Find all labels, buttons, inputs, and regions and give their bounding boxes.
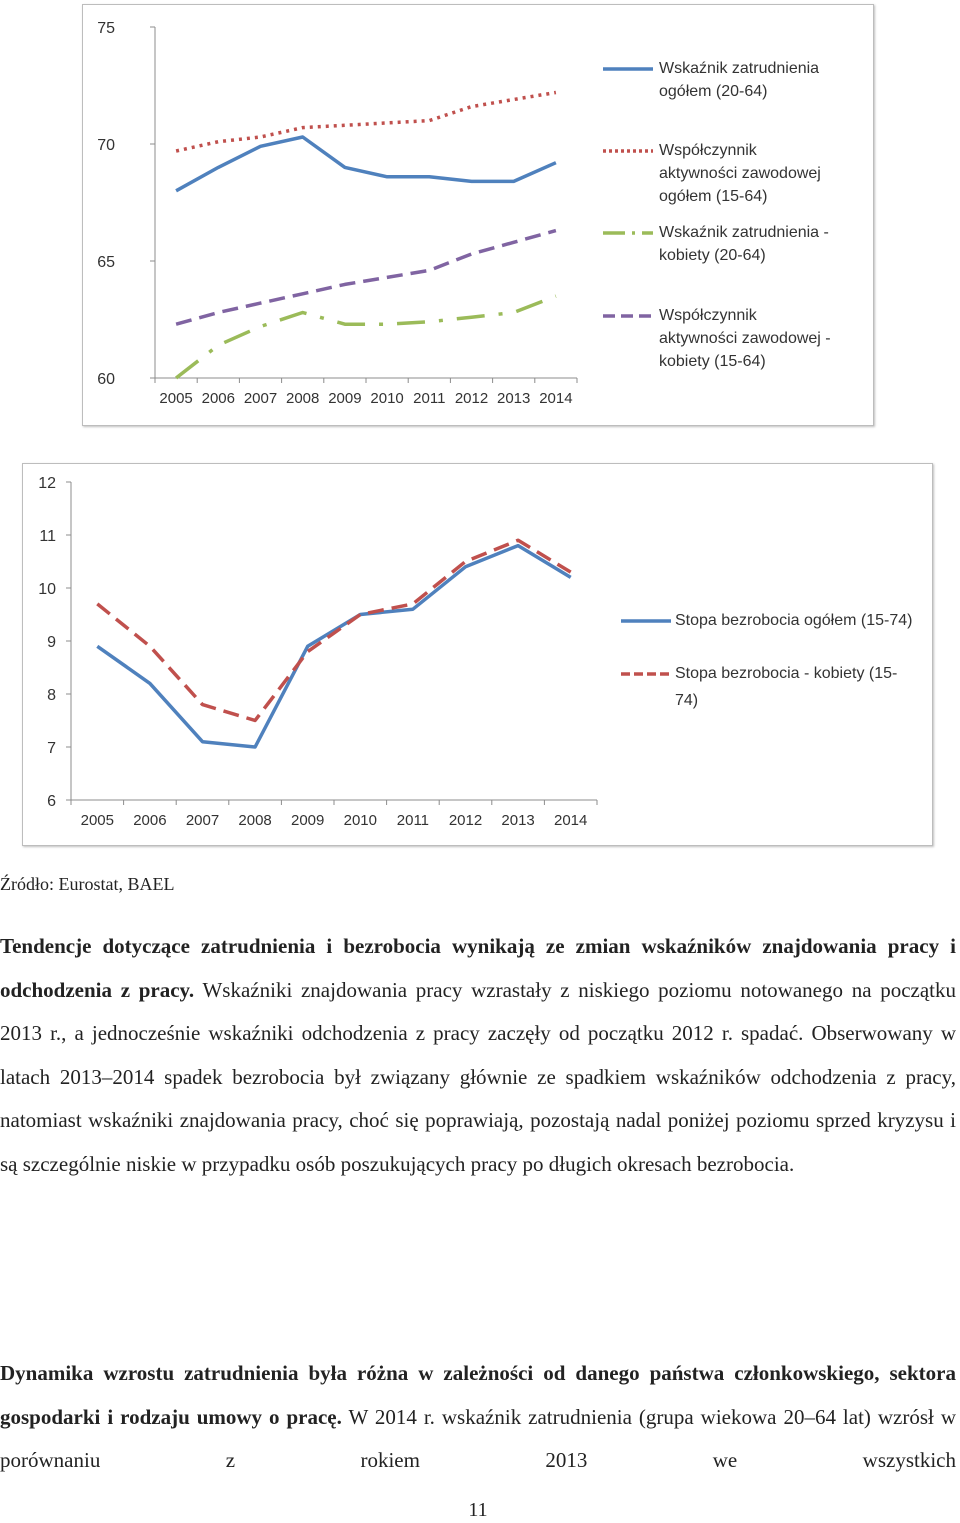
paragraph-bold-lead: Dynamika wzrostu zatrudnienia była różna w zależności od danego państwa członkowskiego, sektora gospodarki i rodzaju umowy o pracę. [0, 1361, 956, 1429]
series-line-1 [176, 137, 556, 191]
x-tick-label: 2012 [448, 812, 483, 829]
legend-label-line: Współczynnik [659, 307, 757, 324]
x-tick-label: 2009 [291, 812, 325, 829]
y-tick-label: 70 [97, 137, 115, 154]
x-tick-label: 2013 [501, 812, 535, 829]
paragraph-body: W 2014 r. wskaźnik zatrudnienia (grupa wiekowa 20–64 lat) wzrósł w porównaniu z rokiem 2013 we wszystkich [0, 1404, 956, 1473]
chart1-legend [601, 57, 866, 387]
x-tick-label: 2014 [554, 812, 588, 829]
paragraph-dynamics [0, 1352, 956, 1483]
x-tick-label: 2005 [80, 812, 114, 829]
x-tick-label: 2011 [413, 390, 446, 407]
legend-label-line: Współczynnik [659, 142, 757, 159]
paragraph-bold-lead: Tendencje dotyczące zatrudnienia i bezrobocia wynikają ze zmian wskaźników znajdowania pracy i odchodzenia z pracy. [0, 934, 956, 1002]
legend-line-dotted-icon [601, 143, 657, 159]
source-note: Źródło: Eurostat, BAEL [0, 874, 175, 894]
legend-label-line: kobiety (20-64) [659, 247, 766, 264]
legend-label-line: 74) [675, 692, 699, 709]
x-tick-label: 2008 [238, 812, 272, 829]
legend-label-line: aktywności zawodowej - [659, 330, 831, 347]
y-tick-label: 8 [47, 687, 56, 704]
x-tick-label: 2010 [370, 390, 404, 407]
y-tick-label: 60 [97, 371, 115, 388]
x-tick-label: 2008 [286, 390, 320, 407]
series-line-2 [176, 93, 556, 152]
legend-label-line: ogółem (20-64) [659, 83, 768, 100]
y-tick-label: 11 [39, 528, 56, 545]
employment-activity-chart [82, 4, 874, 426]
paragraph-body: Wskaźniki znajdowania pracy wzrastały z niskiego poziomu notowanego na początku 2013 r., a jednocześnie wskaźniki odchodzenia z pracy zaczęły od początku 2012 r. spadać. Obserwowany w latach 2013–2014 spadek bezrobocia był związany głównie ze spadkiem wskaźników odchodzenia z pracy, natomiast wskaźniki znajdowania pracy, choć się poprawiają, pozostają nadal poniżej poziomu sprzed kryzysu i są szczególnie niskie w przypadku osób poszukujących pracy po długich okresach bezrobocia. [0, 977, 957, 1176]
y-tick-label: 12 [38, 475, 56, 492]
legend-line-dashed-icon [619, 666, 675, 682]
x-tick-label: 2011 [396, 812, 430, 829]
x-tick-label: 2009 [328, 390, 362, 407]
legend-label-line: aktywności zawodowej [659, 165, 821, 182]
x-tick-label: 2014 [539, 390, 573, 407]
legend-line-dashdot-icon [601, 225, 657, 241]
x-tick-label: 2005 [159, 390, 193, 407]
x-tick-label: 2007 [243, 390, 278, 407]
y-tick-label: 10 [38, 581, 56, 598]
legend-line-solid-icon [619, 613, 675, 629]
legend-label-line: Wskaźnik zatrudnienia - [659, 224, 829, 241]
series-line-4 [176, 231, 556, 325]
y-tick-label: 9 [47, 634, 56, 651]
legend-label-line: Wskaźnik zatrudnienia [659, 60, 820, 77]
y-tick-label: 75 [97, 20, 115, 37]
x-tick-label: 2006 [201, 390, 235, 407]
series-line-1 [97, 546, 570, 747]
x-tick-label: 2013 [497, 390, 531, 407]
unemployment-chart [22, 463, 933, 846]
page-number: 11 [468, 1499, 488, 1521]
x-tick-label: 2007 [185, 812, 220, 829]
y-tick-label: 65 [97, 254, 115, 271]
legend-label-line: kobiety (15-64) [659, 353, 766, 370]
paragraph-trends [0, 925, 956, 1187]
y-tick-label: 7 [47, 740, 56, 757]
legend-line-solid-icon [601, 61, 657, 77]
y-tick-label: 6 [47, 793, 56, 810]
x-tick-label: 2012 [454, 390, 489, 407]
legend-line-dashed-icon [601, 308, 657, 324]
legend-label-line: Stopa bezrobocia ogółem (15-74) [675, 612, 913, 629]
legend-label-line: ogółem (15-64) [659, 188, 768, 205]
x-tick-label: 2006 [133, 812, 167, 829]
x-tick-label: 2010 [343, 812, 377, 829]
legend-label-line: Stopa bezrobocia - kobiety (15- [675, 665, 898, 682]
chart2-legend [619, 607, 919, 717]
